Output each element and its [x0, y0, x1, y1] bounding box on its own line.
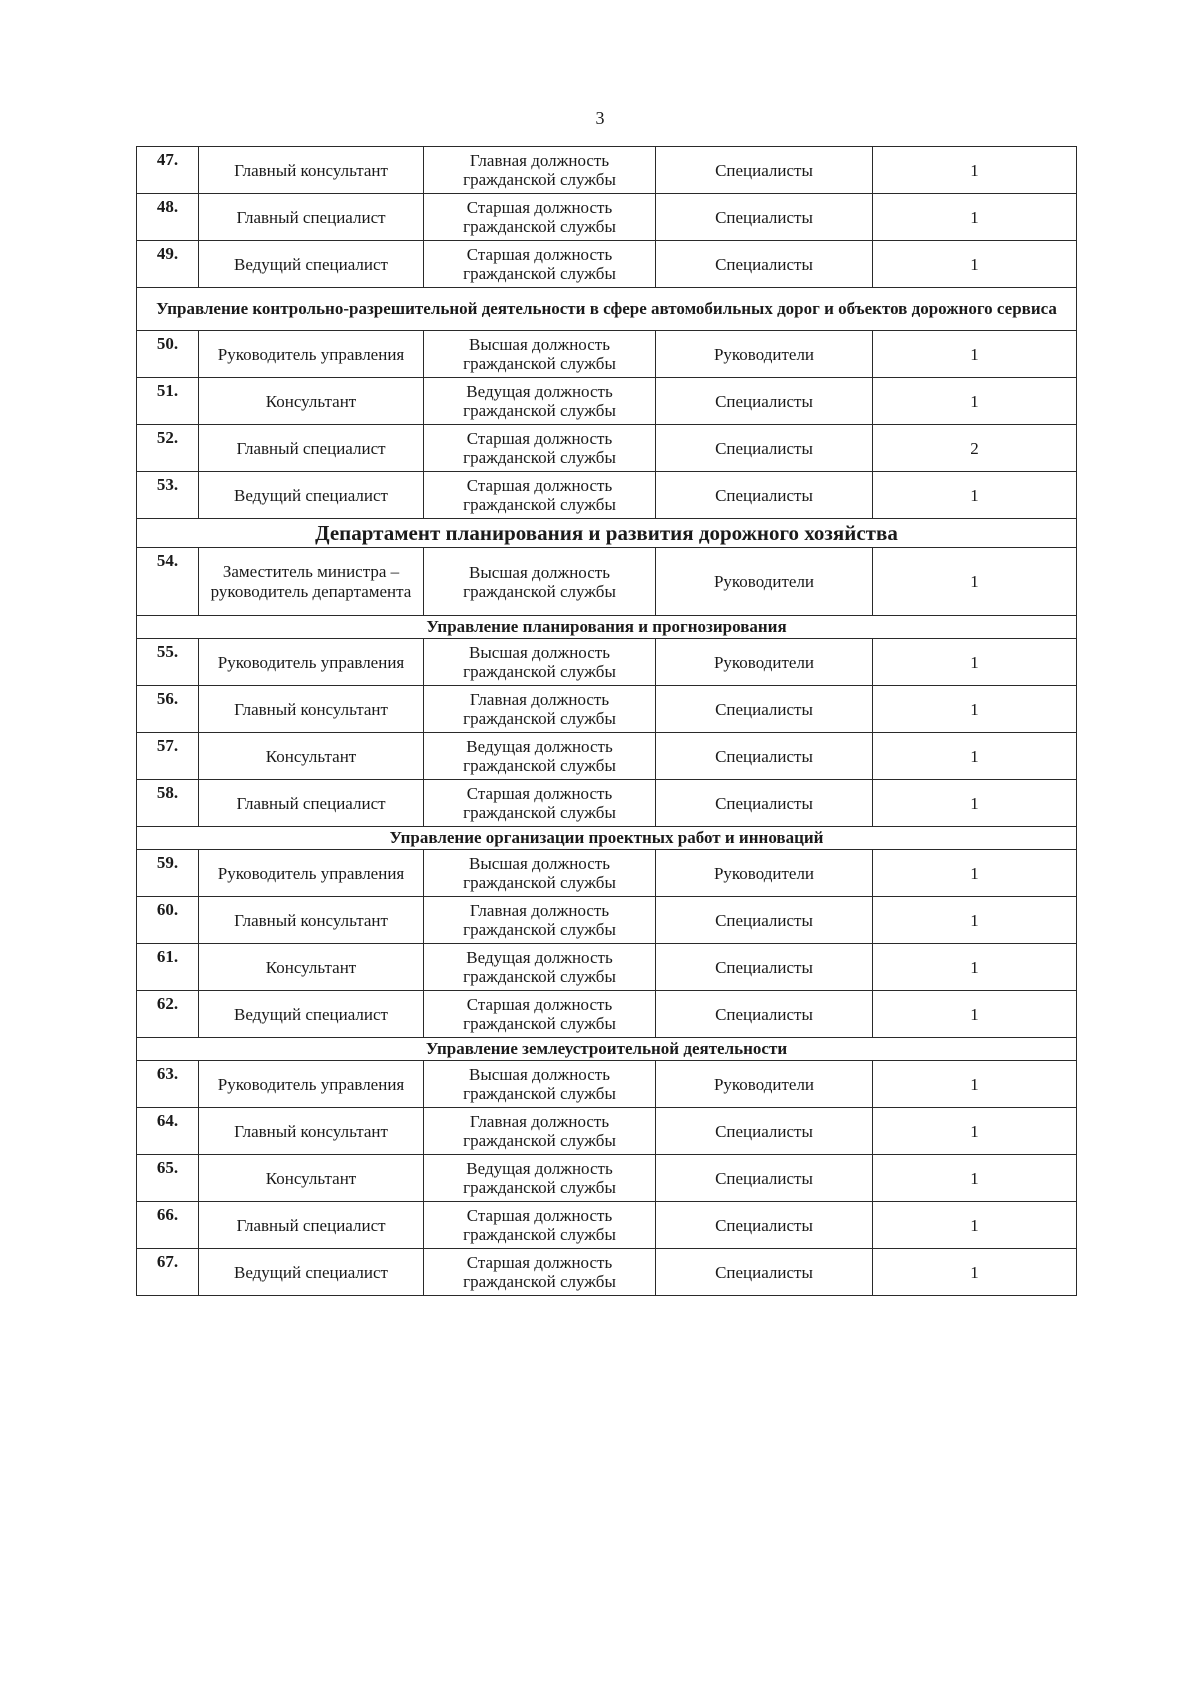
position-group: Специалисты [656, 472, 873, 519]
section-title: Управление контрольно-разрешительной деятельности в сфере автомобильных дорог и объектов дорожного сервиса [137, 288, 1077, 331]
row-number: 62. [137, 991, 199, 1038]
row-number: 65. [137, 1155, 199, 1202]
position-level: Старшая должность гражданской службы [424, 425, 656, 472]
position-quantity: 2 [873, 425, 1077, 472]
position-quantity: 1 [873, 1249, 1077, 1296]
section-header-row [137, 288, 1077, 331]
position-title: Ведущий специалист [199, 472, 424, 519]
position-title: Консультант [199, 378, 424, 425]
position-group: Специалисты [656, 944, 873, 991]
section-title: Управление организации проектных работ и инноваций [137, 827, 1077, 850]
position-title: Консультант [199, 944, 424, 991]
row-number: 67. [137, 1249, 199, 1296]
position-level: Ведущая должность гражданской службы [424, 733, 656, 780]
position-quantity: 1 [873, 147, 1077, 194]
table-row [137, 780, 1077, 827]
position-group: Специалисты [656, 897, 873, 944]
position-level: Старшая должность гражданской службы [424, 241, 656, 288]
position-quantity: 1 [873, 686, 1077, 733]
position-title: Руководитель управления [199, 850, 424, 897]
position-title: Главный консультант [199, 1108, 424, 1155]
section-title: Департамент планирования и развития дорожного хозяйства [137, 519, 1077, 548]
position-group: Руководители [656, 548, 873, 616]
table-row [137, 1108, 1077, 1155]
table-row [137, 944, 1077, 991]
section-title: Управление планирования и прогнозирования [137, 616, 1077, 639]
position-level: Высшая должность гражданской службы [424, 548, 656, 616]
position-group: Руководители [656, 1061, 873, 1108]
row-number: 51. [137, 378, 199, 425]
position-quantity: 1 [873, 1108, 1077, 1155]
position-group: Специалисты [656, 1155, 873, 1202]
row-number: 60. [137, 897, 199, 944]
position-title: Ведущий специалист [199, 1249, 424, 1296]
row-number: 57. [137, 733, 199, 780]
section-header-row [137, 519, 1077, 548]
position-level: Ведущая должность гражданской службы [424, 944, 656, 991]
position-level: Главная должность гражданской службы [424, 147, 656, 194]
row-number: 66. [137, 1202, 199, 1249]
position-title: Главный специалист [199, 780, 424, 827]
position-quantity: 1 [873, 733, 1077, 780]
position-title: Руководитель управления [199, 1061, 424, 1108]
position-group: Специалисты [656, 733, 873, 780]
table-row [137, 1155, 1077, 1202]
row-number: 49. [137, 241, 199, 288]
table-row [137, 378, 1077, 425]
table-row [137, 1249, 1077, 1296]
table-row [137, 1202, 1077, 1249]
row-number: 55. [137, 639, 199, 686]
position-title: Главный специалист [199, 425, 424, 472]
position-title: Главный консультант [199, 686, 424, 733]
position-group: Специалисты [656, 425, 873, 472]
position-title: Руководитель управления [199, 639, 424, 686]
position-group: Специалисты [656, 780, 873, 827]
position-level: Ведущая должность гражданской службы [424, 378, 656, 425]
table-row [137, 897, 1077, 944]
row-number: 56. [137, 686, 199, 733]
row-number: 53. [137, 472, 199, 519]
position-level: Старшая должность гражданской службы [424, 991, 656, 1038]
row-number: 61. [137, 944, 199, 991]
position-quantity: 1 [873, 944, 1077, 991]
section-header-row [137, 1038, 1077, 1061]
position-quantity: 1 [873, 850, 1077, 897]
section-header-row [137, 616, 1077, 639]
row-number: 50. [137, 331, 199, 378]
position-title: Ведущий специалист [199, 241, 424, 288]
position-level: Главная должность гражданской службы [424, 686, 656, 733]
row-number: 47. [137, 147, 199, 194]
position-quantity: 1 [873, 1061, 1077, 1108]
row-number: 48. [137, 194, 199, 241]
row-number: 52. [137, 425, 199, 472]
row-number: 64. [137, 1108, 199, 1155]
position-level: Старшая должность гражданской службы [424, 472, 656, 519]
position-group: Специалисты [656, 378, 873, 425]
position-group: Специалисты [656, 147, 873, 194]
table-row [137, 1061, 1077, 1108]
table-row [137, 425, 1077, 472]
position-group: Руководители [656, 639, 873, 686]
position-title: Главный консультант [199, 897, 424, 944]
section-header-row [137, 827, 1077, 850]
position-title: Руководитель управления [199, 331, 424, 378]
table-row [137, 991, 1077, 1038]
table-row [137, 147, 1077, 194]
position-title: Главный специалист [199, 1202, 424, 1249]
position-level: Высшая должность гражданской службы [424, 331, 656, 378]
row-number: 59. [137, 850, 199, 897]
row-number: 63. [137, 1061, 199, 1108]
row-number: 58. [137, 780, 199, 827]
position-group: Специалисты [656, 686, 873, 733]
position-quantity: 1 [873, 548, 1077, 616]
position-title: Главный специалист [199, 194, 424, 241]
staff-table-body [137, 147, 1077, 1296]
position-group: Специалисты [656, 241, 873, 288]
staff-table [136, 146, 1077, 1296]
table-row [137, 241, 1077, 288]
position-quantity: 1 [873, 1155, 1077, 1202]
table-row [137, 639, 1077, 686]
position-group: Руководители [656, 331, 873, 378]
table-row [137, 194, 1077, 241]
position-quantity: 1 [873, 194, 1077, 241]
position-title: Консультант [199, 733, 424, 780]
position-level: Старшая должность гражданской службы [424, 1202, 656, 1249]
position-group: Специалисты [656, 194, 873, 241]
position-quantity: 1 [873, 241, 1077, 288]
table-row [137, 548, 1077, 616]
position-group: Специалисты [656, 991, 873, 1038]
table-row [137, 686, 1077, 733]
position-level: Старшая должность гражданской службы [424, 780, 656, 827]
table-row [137, 331, 1077, 378]
position-quantity: 1 [873, 331, 1077, 378]
position-quantity: 1 [873, 780, 1077, 827]
position-quantity: 1 [873, 639, 1077, 686]
position-level: Ведущая должность гражданской службы [424, 1155, 656, 1202]
section-title: Управление землеустроительной деятельности [137, 1038, 1077, 1061]
position-title: Главный консультант [199, 147, 424, 194]
position-group: Специалисты [656, 1249, 873, 1296]
table-row [137, 733, 1077, 780]
position-quantity: 1 [873, 472, 1077, 519]
position-group: Специалисты [656, 1108, 873, 1155]
position-title: Заместитель министра – руководитель департамента [199, 548, 424, 616]
position-level: Старшая должность гражданской службы [424, 1249, 656, 1296]
position-level: Главная должность гражданской службы [424, 897, 656, 944]
position-group: Специалисты [656, 1202, 873, 1249]
position-level: Высшая должность гражданской службы [424, 850, 656, 897]
table-row [137, 850, 1077, 897]
row-number: 54. [137, 548, 199, 616]
position-level: Главная должность гражданской службы [424, 1108, 656, 1155]
position-quantity: 1 [873, 991, 1077, 1038]
position-level: Старшая должность гражданской службы [424, 194, 656, 241]
position-level: Высшая должность гражданской службы [424, 1061, 656, 1108]
position-level: Высшая должность гражданской службы [424, 639, 656, 686]
position-title: Консультант [199, 1155, 424, 1202]
position-title: Ведущий специалист [199, 991, 424, 1038]
position-quantity: 1 [873, 897, 1077, 944]
position-quantity: 1 [873, 378, 1077, 425]
position-group: Руководители [656, 850, 873, 897]
position-quantity: 1 [873, 1202, 1077, 1249]
table-row [137, 472, 1077, 519]
page-number: 3 [595, 108, 605, 128]
